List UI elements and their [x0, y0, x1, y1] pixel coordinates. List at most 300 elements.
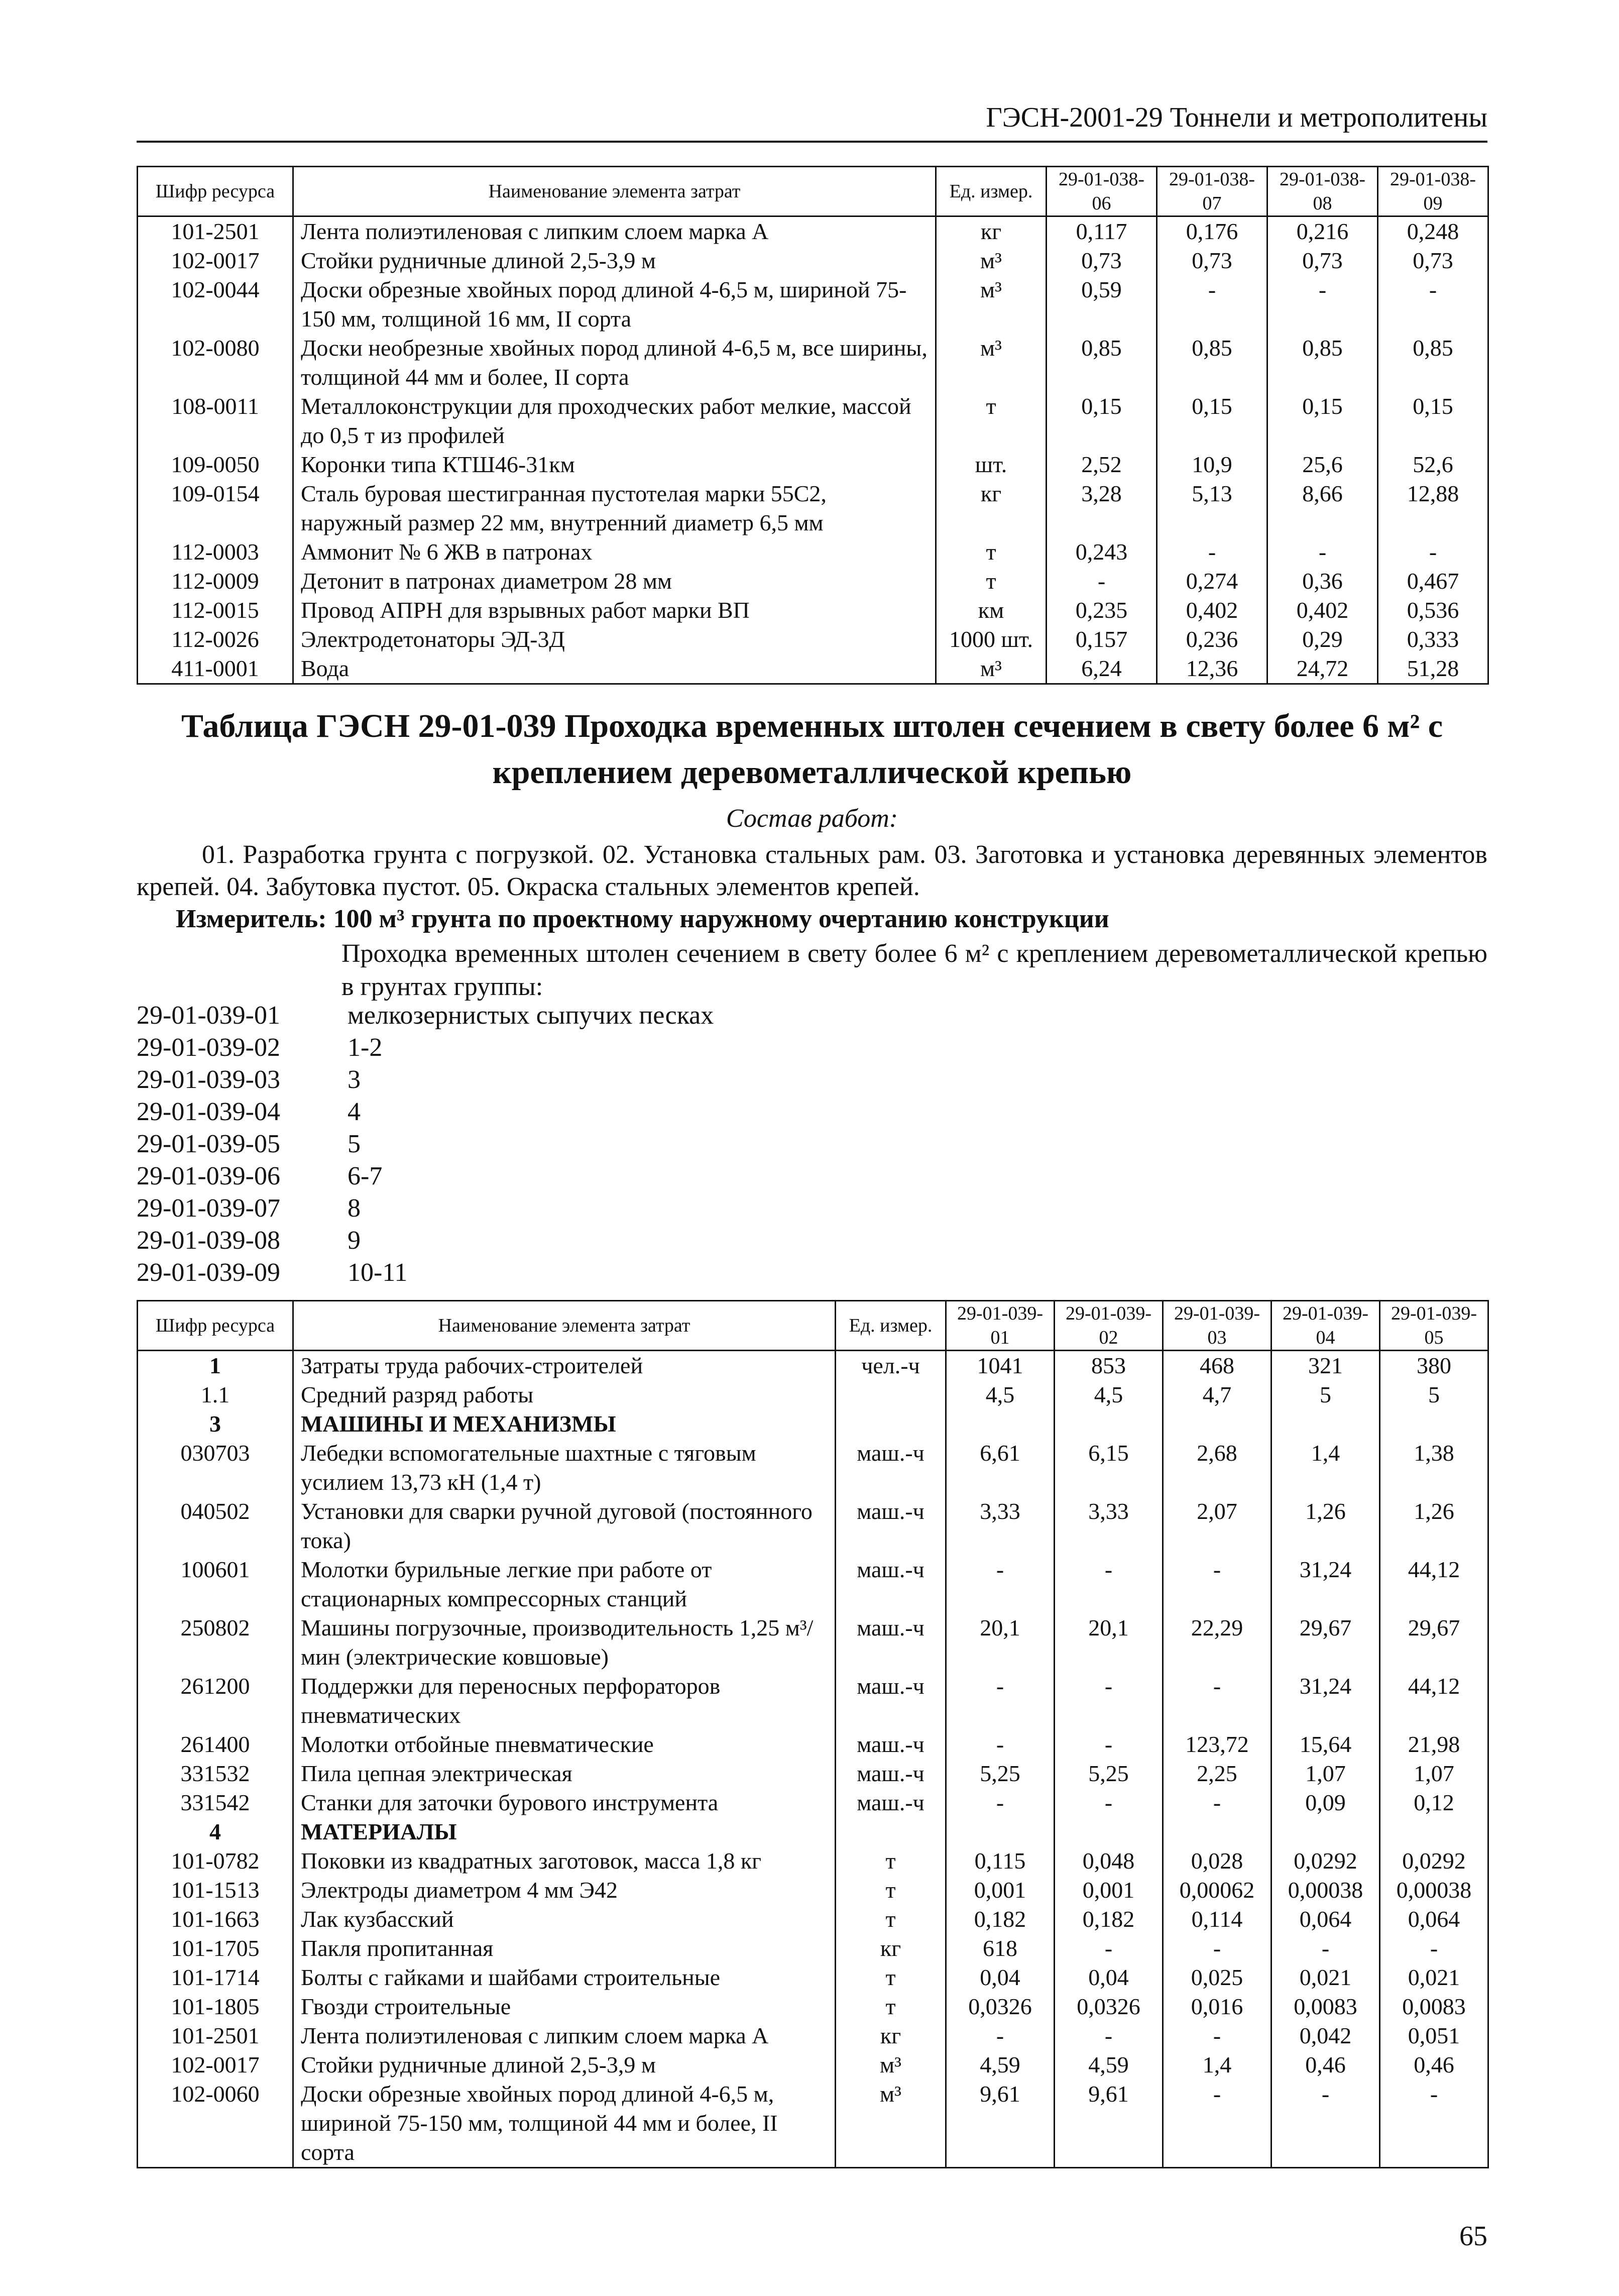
value-cell: 0,00038 [1380, 1876, 1488, 1905]
unit: маш.-ч [836, 1555, 946, 1613]
code-list-item [137, 1225, 714, 1257]
value-cell: 0,0326 [1055, 1992, 1163, 2021]
value-cell: - [1380, 1934, 1488, 1963]
value-cell: 1,07 [1380, 1759, 1488, 1788]
unit: т [836, 1905, 946, 1934]
value-cell: - [1055, 1934, 1163, 1963]
value-cell: 0,0292 [1271, 1846, 1380, 1876]
value-cell: 0,59 [1047, 275, 1157, 334]
unit: кг [836, 1934, 946, 1963]
resource-name: Доски обрезные хвойных пород длиной 4-6,5 м, шириной 75-150 мм, толщиной 16 мм, II сорта [293, 275, 936, 334]
unit: т [836, 1963, 946, 1992]
resource-code: 4 [138, 1817, 293, 1846]
table-row [138, 654, 1488, 684]
value-cell: 0,117 [1047, 216, 1157, 247]
table-row [138, 1672, 1488, 1730]
table-row [138, 392, 1488, 450]
unit: маш.-ч [836, 1759, 946, 1788]
resource-code: 102-0044 [138, 275, 293, 334]
unit: чел.-ч [836, 1351, 946, 1381]
resource-code: 109-0050 [138, 450, 293, 479]
value-cell: 0,402 [1267, 596, 1378, 625]
page-header [137, 100, 1487, 143]
value-cell: 31,24 [1271, 1555, 1380, 1613]
value-cell: - [1055, 1730, 1163, 1759]
value-cell: 1041 [946, 1351, 1055, 1381]
code-list-item [137, 1192, 714, 1225]
value-cell: 0,0292 [1380, 1846, 1488, 1876]
value-cell: 0,042 [1271, 2021, 1380, 2050]
norm-description: 4 [348, 1098, 361, 1126]
value-cell: 4,7 [1163, 1380, 1271, 1409]
header-col: 29-01-038-07 [1157, 167, 1267, 216]
resource-code: 101-0782 [138, 1846, 293, 1876]
value-cell [1380, 1817, 1488, 1846]
value-cell: 0,028 [1163, 1846, 1271, 1876]
value-cell: 29,67 [1271, 1613, 1380, 1672]
resource-name: Молотки отбойные пневматические [293, 1730, 836, 1759]
header-col: 29-01-039-03 [1163, 1301, 1271, 1351]
resource-name: Средний разряд работы [293, 1380, 836, 1409]
table-row [138, 537, 1488, 567]
composition-text: 01. Разработка грунта с погрузкой. 02. Установка стальных рам. 03. Заготовка и установка деревянных элементов крепей. 04. Забутовка пустот. 05. Окраска стальных элементов крепей. [137, 840, 1487, 901]
value-cell: 21,98 [1380, 1730, 1488, 1759]
value-cell: 1,4 [1271, 1439, 1380, 1497]
unit: маш.-ч [836, 1439, 946, 1497]
value-cell: 0,064 [1380, 1905, 1488, 1934]
value-cell: 0,248 [1378, 216, 1488, 247]
value-cell: 1,07 [1271, 1759, 1380, 1788]
composition-label: Состав работ: [726, 804, 898, 833]
value-cell: - [1055, 2021, 1163, 2050]
unit: м³ [936, 246, 1047, 275]
value-cell: 31,24 [1271, 1672, 1380, 1730]
table-row [138, 1992, 1488, 2021]
table-row [138, 275, 1488, 334]
value-cell: 0,001 [946, 1876, 1055, 1905]
unit: 1000 шт. [936, 625, 1047, 654]
resource-code: 100601 [138, 1555, 293, 1613]
table-row [138, 2021, 1488, 2050]
value-cell: 853 [1055, 1351, 1163, 1381]
resource-name: Гвозди строительные [293, 1992, 836, 2021]
value-cell: 6,24 [1047, 654, 1157, 684]
value-cell [1271, 1409, 1380, 1439]
value-cell: 0,001 [1055, 1876, 1163, 1905]
value-cell: - [946, 1672, 1055, 1730]
resource-code: 030703 [138, 1439, 293, 1497]
resource-name: Поковки из квадратных заготовок, масса 1,8 кг [293, 1846, 836, 1876]
header-col: 29-01-038-08 [1267, 167, 1378, 216]
table-row [138, 1730, 1488, 1759]
code-list-item [137, 1064, 714, 1096]
value-cell: 0,114 [1163, 1905, 1271, 1934]
value-cell [1380, 1409, 1488, 1439]
resource-name: Доски необрезные хвойных пород длиной 4-6,5 м, все ширины, толщиной 44 мм и более, II сорта [293, 334, 936, 392]
value-cell: 4,5 [946, 1380, 1055, 1409]
unit: т [836, 1876, 946, 1905]
resource-name: Пакля пропитанная [293, 1934, 836, 1963]
value-cell: 4,59 [946, 2050, 1055, 2080]
value-cell: - [1163, 2080, 1271, 2168]
value-cell: 0,274 [1157, 567, 1267, 596]
code-list [137, 1000, 714, 1289]
table-row [138, 596, 1488, 625]
unit: м³ [836, 2050, 946, 2080]
section-heading: МАТЕРИАЛЫ [293, 1817, 836, 1846]
value-cell: 0,021 [1380, 1963, 1488, 1992]
value-cell [1163, 1409, 1271, 1439]
table-row [138, 567, 1488, 596]
unit: т [936, 537, 1047, 567]
norm-code: 29-01-039-05 [137, 1130, 280, 1158]
resource-code: 112-0003 [138, 537, 293, 567]
value-cell: 0,00062 [1163, 1876, 1271, 1905]
value-cell: 1,26 [1380, 1497, 1488, 1555]
value-cell: 24,72 [1267, 654, 1378, 684]
value-cell [946, 1409, 1055, 1439]
resource-name: Металлоконструкции для проходческих работ мелкие, массой до 0,5 т из профилей [293, 392, 936, 450]
value-cell: - [1267, 537, 1378, 567]
value-cell: 0,29 [1267, 625, 1378, 654]
resource-code: 261200 [138, 1672, 293, 1730]
code-list-item [137, 1128, 714, 1160]
value-cell: 9,61 [946, 2080, 1055, 2168]
value-cell: - [1163, 1788, 1271, 1817]
header-col: 29-01-039-05 [1380, 1301, 1488, 1351]
resource-code: 108-0011 [138, 392, 293, 450]
resource-code: 102-0060 [138, 2080, 293, 2168]
value-cell: 0,216 [1267, 216, 1378, 247]
resource-name: Электродетонаторы ЭД-3Д [293, 625, 936, 654]
value-cell: 44,12 [1380, 1555, 1488, 1613]
value-cell: 12,36 [1157, 654, 1267, 684]
table-title [137, 703, 1487, 796]
table-header-row [138, 167, 1488, 216]
table-row [138, 1963, 1488, 1992]
resource-code: 101-1714 [138, 1963, 293, 1992]
value-cell: 0,115 [946, 1846, 1055, 1876]
resource-name: Пила цепная электрическая [293, 1759, 836, 1788]
value-cell: 4,59 [1055, 2050, 1163, 2080]
value-cell: 22,29 [1163, 1613, 1271, 1672]
value-cell: 2,68 [1163, 1439, 1271, 1497]
value-cell: 5,25 [946, 1759, 1055, 1788]
value-cell: 0,73 [1157, 246, 1267, 275]
resource-table-038 [137, 166, 1489, 685]
value-cell: 0,15 [1378, 392, 1488, 450]
norm-code: 29-01-039-09 [137, 1258, 280, 1287]
resource-code: 102-0080 [138, 334, 293, 392]
table-row [138, 1788, 1488, 1817]
norm-description: 8 [348, 1194, 361, 1223]
value-cell: - [1157, 537, 1267, 567]
section-heading: МАШИНЫ И МЕХАНИЗМЫ [293, 1409, 836, 1439]
value-cell: 123,72 [1163, 1730, 1271, 1759]
value-cell: 0,04 [946, 1963, 1055, 1992]
value-cell: - [946, 2021, 1055, 2050]
value-cell: 0,236 [1157, 625, 1267, 654]
unit: т [936, 567, 1047, 596]
table-row [138, 1497, 1488, 1555]
description-text: Проходка временных штолен сечением в свету более 6 м² с креплением деревометаллической крепью в грунтах группы: [341, 939, 1487, 1001]
table-row [138, 1817, 1488, 1846]
resource-code: 331532 [138, 1759, 293, 1788]
norm-description: 3 [348, 1065, 361, 1094]
resource-name: Вода [293, 654, 936, 684]
value-cell: 0,0083 [1380, 1992, 1488, 2021]
unit: м³ [936, 275, 1047, 334]
value-cell: 5,25 [1055, 1759, 1163, 1788]
unit [836, 1817, 946, 1846]
resource-name: Машины погрузочные, производительность 1,25 м³/мин (электрические ковшовые) [293, 1613, 836, 1672]
resource-name: Сталь буровая шестигранная пустотелая марки 55С2, наружный размер 22 мм, внутренний диаметр 6,5 мм [293, 479, 936, 537]
resource-code: 101-2501 [138, 2021, 293, 2050]
code-list-item [137, 1032, 714, 1064]
resource-code: 101-1805 [138, 1992, 293, 2021]
resource-name: Установки для сварки ручной дуговой (постоянного тока) [293, 1497, 836, 1555]
unit: кг [936, 479, 1047, 537]
resource-name: Стойки рудничные длиной 2,5-3,9 м [293, 246, 936, 275]
resource-code: 101-1705 [138, 1934, 293, 1963]
table-row [138, 1759, 1488, 1788]
value-cell: - [946, 1788, 1055, 1817]
value-cell: 6,61 [946, 1439, 1055, 1497]
header-name: Наименование элемента затрат [293, 167, 936, 216]
header-unit: Ед. измер. [936, 167, 1047, 216]
value-cell: 52,6 [1378, 450, 1488, 479]
norm-code: 29-01-039-08 [137, 1226, 280, 1255]
table-body [138, 1351, 1488, 2168]
resource-name: Электроды диаметром 4 мм Э42 [293, 1876, 836, 1905]
resource-code: 250802 [138, 1613, 293, 1672]
table-row [138, 246, 1488, 275]
value-cell: 6,15 [1055, 1439, 1163, 1497]
unit: кг [936, 216, 1047, 247]
unit [836, 1409, 946, 1439]
norm-description: 10-11 [348, 1258, 408, 1287]
code-list-item [137, 1257, 714, 1289]
table-row [138, 1555, 1488, 1613]
resource-name: Затраты труда рабочих-строителей [293, 1351, 836, 1381]
value-cell: 468 [1163, 1351, 1271, 1381]
table-row [138, 1439, 1488, 1497]
value-cell: - [946, 1730, 1055, 1759]
resource-name: Молотки бурильные легкие при работе от стационарных компрессорных станций [293, 1555, 836, 1613]
unit: маш.-ч [836, 1613, 946, 1672]
value-cell: 0,85 [1047, 334, 1157, 392]
resource-code: 109-0154 [138, 479, 293, 537]
value-cell: 0,73 [1047, 246, 1157, 275]
table-row [138, 1905, 1488, 1934]
value-cell: 618 [946, 1934, 1055, 1963]
value-cell: 0,182 [1055, 1905, 1163, 1934]
value-cell: - [1163, 1934, 1271, 1963]
table-row [138, 1613, 1488, 1672]
table-row [138, 2050, 1488, 2080]
value-cell: - [1163, 1672, 1271, 1730]
value-cell: 8,66 [1267, 479, 1378, 537]
value-cell [946, 1817, 1055, 1846]
unit: т [836, 1846, 946, 1876]
resource-name: Станки для заточки бурового инструмента [293, 1788, 836, 1817]
value-cell: 25,6 [1267, 450, 1378, 479]
resource-code: 112-0015 [138, 596, 293, 625]
value-cell: - [1055, 1555, 1163, 1613]
value-cell [1271, 1817, 1380, 1846]
resource-code: 040502 [138, 1497, 293, 1555]
value-cell: 0,46 [1380, 2050, 1488, 2080]
norm-code: 29-01-039-02 [137, 1033, 280, 1062]
table-row [138, 2080, 1488, 2168]
norm-description: 6-7 [348, 1162, 383, 1190]
resource-name: Аммонит № 6 ЖВ в патронах [293, 537, 936, 567]
table-row [138, 479, 1488, 537]
resource-code: 102-0017 [138, 2050, 293, 2080]
table-row [138, 450, 1488, 479]
header-col: 29-01-039-04 [1271, 1301, 1380, 1351]
resource-name: Детонит в патронах диаметром 28 мм [293, 567, 936, 596]
value-cell: 2,07 [1163, 1497, 1271, 1555]
table-body [138, 216, 1488, 684]
value-cell: 4,5 [1055, 1380, 1163, 1409]
value-cell: 0,016 [1163, 1992, 1271, 2021]
value-cell: 0,85 [1267, 334, 1378, 392]
title-line-1: Таблица ГЭСН 29-01-039 Проходка временных штолен сечением в свету более 6 м² с [181, 708, 1443, 744]
value-cell: 2,52 [1047, 450, 1157, 479]
value-cell: 0,402 [1157, 596, 1267, 625]
value-cell: 0,051 [1380, 2021, 1488, 2050]
table-row [138, 334, 1488, 392]
resource-code: 1.1 [138, 1380, 293, 1409]
norm-code: 29-01-039-07 [137, 1194, 280, 1223]
value-cell: - [1157, 275, 1267, 334]
value-cell: 3,28 [1047, 479, 1157, 537]
norm-description: 5 [348, 1130, 361, 1158]
norm-description: мелкозернистых сыпучих песках [348, 1001, 714, 1030]
value-cell: 0,85 [1378, 334, 1488, 392]
unit: маш.-ч [836, 1497, 946, 1555]
value-cell: - [946, 1555, 1055, 1613]
norm-code: 29-01-039-04 [137, 1098, 280, 1126]
value-cell: 0,157 [1047, 625, 1157, 654]
unit: км [936, 596, 1047, 625]
resource-name: Провод АПРН для взрывных работ марки ВП [293, 596, 936, 625]
value-cell: 29,67 [1380, 1613, 1488, 1672]
value-cell: - [1163, 2021, 1271, 2050]
unit: кг [836, 2021, 946, 2050]
resource-code: 331542 [138, 1788, 293, 1817]
value-cell: 0,12 [1380, 1788, 1488, 1817]
value-cell: 0,15 [1267, 392, 1378, 450]
value-cell: 0,73 [1378, 246, 1488, 275]
unit: маш.-ч [836, 1672, 946, 1730]
value-cell: 321 [1271, 1351, 1380, 1381]
value-cell: 1,26 [1271, 1497, 1380, 1555]
unit: м³ [936, 334, 1047, 392]
value-cell: - [1271, 2080, 1380, 2168]
unit: т [936, 392, 1047, 450]
value-cell: - [1378, 275, 1488, 334]
value-cell: 0,04 [1055, 1963, 1163, 1992]
value-cell: 0,021 [1271, 1963, 1380, 1992]
value-cell: 0,333 [1378, 625, 1488, 654]
value-cell: 0,467 [1378, 567, 1488, 596]
value-cell: 20,1 [1055, 1613, 1163, 1672]
resource-name: Стойки рудничные длиной 2,5-3,9 м [293, 2050, 836, 2080]
value-cell [1163, 1817, 1271, 1846]
meter-text: Измеритель: 100 м³ грунта по проектному наружному очертанию конструкции [176, 905, 1109, 933]
value-cell: 0,85 [1157, 334, 1267, 392]
value-cell: 20,1 [946, 1613, 1055, 1672]
norm-description: 9 [348, 1226, 361, 1255]
resource-code: 112-0026 [138, 625, 293, 654]
value-cell: 0,36 [1267, 567, 1378, 596]
value-cell: 3,33 [1055, 1497, 1163, 1555]
resource-name: Поддержки для переносных перфораторов пневматических [293, 1672, 836, 1730]
resource-code: 261400 [138, 1730, 293, 1759]
value-cell: - [1047, 567, 1157, 596]
resource-name: Доски обрезные хвойных пород длиной 4-6,5 м, шириной 75-150 мм, толщиной 44 мм и более, II сорта [293, 2080, 836, 2168]
value-cell: 380 [1380, 1351, 1488, 1381]
code-list-item [137, 1000, 714, 1032]
code-list-item [137, 1096, 714, 1128]
value-cell: 12,88 [1378, 479, 1488, 537]
header-text: ГЭСН-2001-29 Тоннели и метрополитены [986, 102, 1487, 133]
resource-table-039 [137, 1300, 1489, 2168]
header-col: 29-01-039-02 [1055, 1301, 1163, 1351]
table-row [138, 1409, 1488, 1439]
value-cell: 0,73 [1267, 246, 1378, 275]
unit: м³ [936, 654, 1047, 684]
norm-description: 1-2 [348, 1033, 383, 1062]
resource-name: Лента полиэтиленовая с липким слоем марка А [293, 2021, 836, 2050]
norm-code: 29-01-039-03 [137, 1065, 280, 1094]
unit: т [836, 1992, 946, 2021]
resource-name: Лента полиэтиленовая с липким слоем марка А [293, 216, 936, 247]
value-cell: - [1380, 2080, 1488, 2168]
value-cell: 0,09 [1271, 1788, 1380, 1817]
table-row [138, 1846, 1488, 1876]
table-row [138, 1876, 1488, 1905]
value-cell: 1,38 [1380, 1439, 1488, 1497]
table-row [138, 1380, 1488, 1409]
value-cell: - [1271, 1934, 1380, 1963]
header-unit: Ед. измер. [836, 1301, 946, 1351]
table-header-row [138, 1301, 1488, 1351]
value-cell: - [1267, 275, 1378, 334]
value-cell: 44,12 [1380, 1672, 1488, 1730]
value-cell: 0,243 [1047, 537, 1157, 567]
value-cell: 9,61 [1055, 2080, 1163, 2168]
table-row [138, 625, 1488, 654]
value-cell: 3,33 [946, 1497, 1055, 1555]
header-name: Наименование элемента затрат [293, 1301, 836, 1351]
value-cell: 15,64 [1271, 1730, 1380, 1759]
table-row [138, 1934, 1488, 1963]
value-cell: 5 [1271, 1380, 1380, 1409]
resource-code: 101-1513 [138, 1876, 293, 1905]
header-code: Шифр ресурса [138, 167, 293, 216]
table-row [138, 1351, 1488, 1381]
resource-code: 102-0017 [138, 246, 293, 275]
code-list-item [137, 1160, 714, 1192]
header-col: 29-01-038-06 [1047, 167, 1157, 216]
value-cell: 2,25 [1163, 1759, 1271, 1788]
value-cell [1055, 1817, 1163, 1846]
norm-code: 29-01-039-06 [137, 1162, 280, 1190]
value-cell: 0,00038 [1271, 1876, 1380, 1905]
